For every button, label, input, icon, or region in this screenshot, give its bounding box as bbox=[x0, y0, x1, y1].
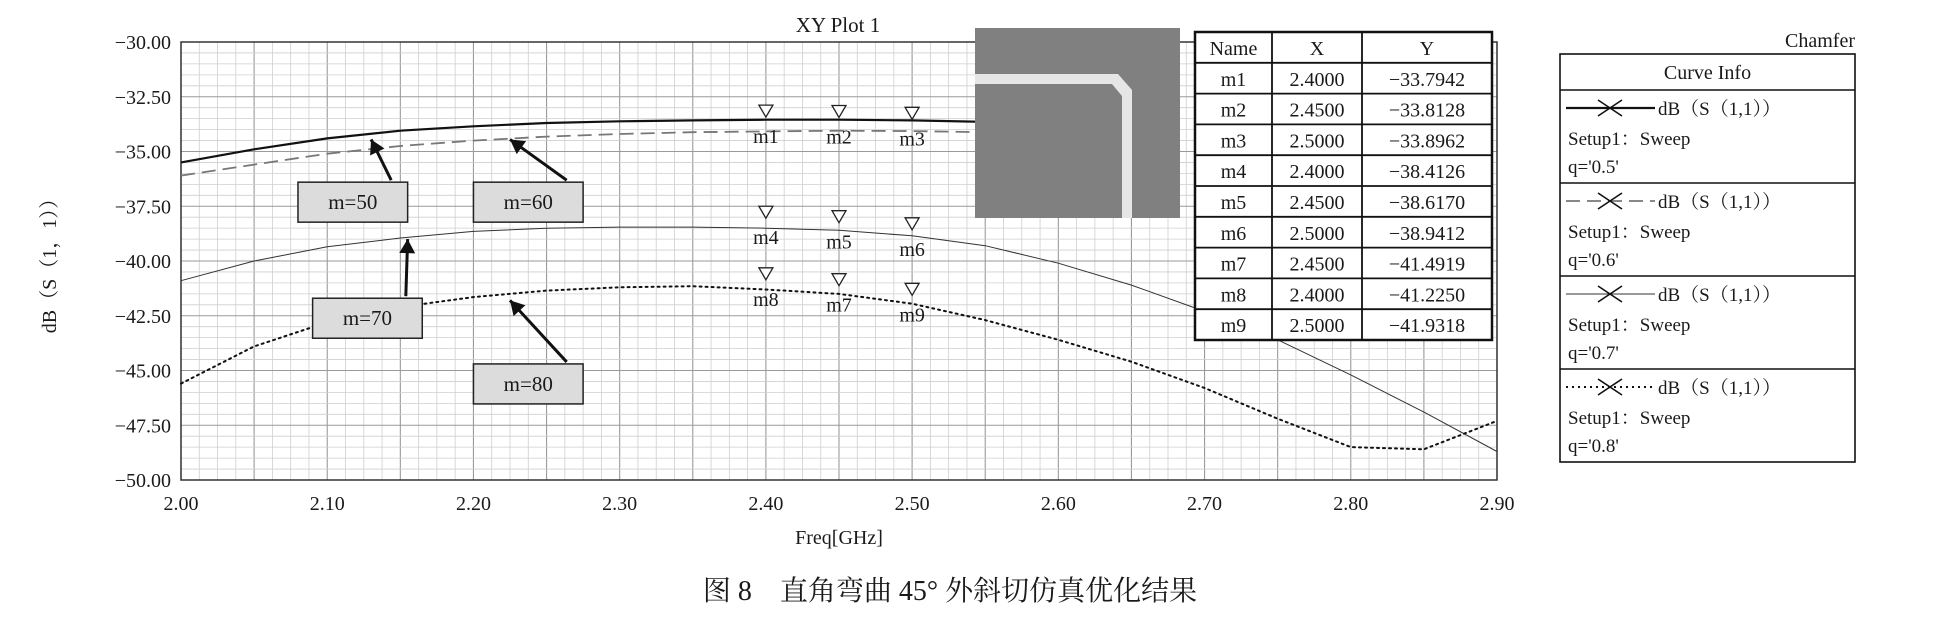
inset-layout-image bbox=[975, 28, 1180, 218]
table-cell: 2.4500 bbox=[1289, 192, 1345, 214]
marker-triangle-m3 bbox=[905, 107, 919, 119]
table-header-cell: X bbox=[1309, 38, 1325, 60]
marker-triangle-m4 bbox=[759, 206, 773, 218]
annotation-arrow-head bbox=[399, 239, 415, 253]
project-label: Chamfer bbox=[1785, 30, 1855, 52]
annotation-label: m=50 bbox=[328, 190, 378, 215]
marker-label-m6: m6 bbox=[899, 238, 925, 261]
legend-entry-label: dB（S（1,1）） bbox=[1658, 99, 1781, 120]
legend-entry-label: dB（S（1,1）） bbox=[1658, 192, 1781, 213]
table-cell: −38.9412 bbox=[1388, 222, 1466, 245]
annotation-label: m=70 bbox=[342, 306, 393, 331]
legend-entry-label: dB（S（1,1）） bbox=[1658, 285, 1781, 306]
legend-entry-label: dB（S（1,1）） bbox=[1658, 378, 1781, 399]
marker-label-m4: m4 bbox=[753, 227, 779, 250]
table-cell: m7 bbox=[1220, 253, 1247, 276]
table-cell: −33.8962 bbox=[1388, 130, 1466, 153]
marker-triangle-m5 bbox=[832, 211, 846, 223]
x-tick-label: 2.10 bbox=[309, 493, 345, 515]
legend-entry-setup: Setup1：Sweep bbox=[1568, 315, 1691, 336]
marker-label-m9: m9 bbox=[899, 304, 925, 327]
legend-entry-param: q='0.7' bbox=[1568, 343, 1619, 364]
table-header-cell: Name bbox=[1209, 38, 1258, 60]
x-tick-label: 2.80 bbox=[1333, 493, 1369, 515]
y-tick-label: −47.50 bbox=[114, 415, 171, 438]
table-cell: −33.8128 bbox=[1388, 99, 1466, 122]
x-tick-label: 2.00 bbox=[163, 493, 199, 515]
marker-triangle-m7 bbox=[832, 274, 846, 286]
table-cell: −41.9318 bbox=[1388, 315, 1466, 338]
y-tick-label: −35.00 bbox=[114, 141, 171, 164]
table-cell: m5 bbox=[1220, 192, 1247, 214]
table-cell: 2.5000 bbox=[1289, 222, 1345, 245]
y-tick-label: −30.00 bbox=[114, 32, 171, 54]
legend-entry-param: q='0.8' bbox=[1568, 436, 1619, 457]
marker-label-m2: m2 bbox=[826, 126, 852, 149]
x-tick-label: 2.70 bbox=[1187, 493, 1223, 515]
table-cell: 2.4000 bbox=[1289, 284, 1345, 307]
inset-background bbox=[975, 28, 1180, 218]
table-cell: 2.4500 bbox=[1289, 99, 1345, 122]
x-tick-label: 2.30 bbox=[602, 493, 638, 515]
annotation-label: m=80 bbox=[503, 371, 553, 396]
table-cell: 2.5000 bbox=[1289, 315, 1345, 338]
x-tick-label: 2.60 bbox=[1040, 493, 1076, 515]
annotation-label: m=60 bbox=[503, 190, 553, 215]
legend-entry-setup: Setup1：Sweep bbox=[1568, 129, 1691, 150]
marker-table bbox=[1195, 32, 1492, 340]
figure-caption: 图 8 直角弯曲 45° 外斜切仿真优化结果 bbox=[702, 576, 1198, 607]
x-axis-label: Freq[GHz] bbox=[795, 527, 883, 549]
marker-triangle-m2 bbox=[832, 106, 846, 118]
x-tick-label: 2.50 bbox=[894, 493, 930, 515]
marker-label-m8: m8 bbox=[753, 288, 779, 311]
x-tick-label: 2.90 bbox=[1479, 493, 1515, 515]
legend-entry-param: q='0.5' bbox=[1568, 157, 1619, 178]
table-cell: −38.6170 bbox=[1388, 192, 1466, 214]
table-cell: m1 bbox=[1220, 68, 1247, 91]
table-header-cell: Y bbox=[1419, 38, 1435, 60]
y-tick-label: −37.50 bbox=[114, 196, 171, 219]
y-tick-label: −32.50 bbox=[114, 86, 171, 109]
table-cell: m2 bbox=[1220, 99, 1247, 122]
marker-label-m3: m3 bbox=[899, 128, 925, 151]
legend-entry-setup: Setup1：Sweep bbox=[1568, 408, 1691, 429]
table-cell: −33.7942 bbox=[1388, 68, 1466, 91]
y-axis-label: dB（S（1，1）） bbox=[39, 188, 61, 334]
y-tick-label: −40.00 bbox=[114, 251, 171, 273]
table-cell: 2.4000 bbox=[1289, 68, 1345, 91]
table-cell: 2.4500 bbox=[1289, 253, 1345, 276]
table-cell: 2.5000 bbox=[1289, 130, 1345, 153]
table-cell: −38.4126 bbox=[1388, 161, 1466, 184]
table-cell: m6 bbox=[1220, 222, 1247, 245]
x-tick-label: 2.40 bbox=[748, 493, 784, 515]
marker-triangle-m8 bbox=[759, 268, 773, 280]
marker-label-m7: m7 bbox=[826, 294, 852, 317]
marker-label-m1: m1 bbox=[753, 126, 779, 149]
legend-title: Curve Info bbox=[1663, 62, 1752, 84]
table-cell: −41.4919 bbox=[1388, 253, 1466, 276]
y-tick-label: −45.00 bbox=[114, 360, 171, 383]
chart-title: XY Plot 1 bbox=[795, 13, 881, 37]
y-tick-label: −42.50 bbox=[114, 305, 171, 328]
table-cell: m3 bbox=[1220, 130, 1247, 153]
y-tick-label: −50.00 bbox=[114, 470, 171, 492]
marker-label-m5: m5 bbox=[826, 231, 852, 254]
legend-entry-setup: Setup1：Sweep bbox=[1568, 222, 1691, 243]
legend bbox=[1560, 54, 1855, 462]
table-cell: m9 bbox=[1220, 315, 1247, 338]
table-cell: m4 bbox=[1220, 161, 1247, 184]
table-cell: m8 bbox=[1220, 284, 1247, 307]
legend-entry-param: q='0.6' bbox=[1568, 250, 1619, 271]
x-tick-label: 2.20 bbox=[455, 493, 491, 515]
marker-triangle-m1 bbox=[759, 105, 773, 117]
table-cell: −41.2250 bbox=[1388, 284, 1466, 307]
table-cell: 2.4000 bbox=[1289, 161, 1345, 184]
